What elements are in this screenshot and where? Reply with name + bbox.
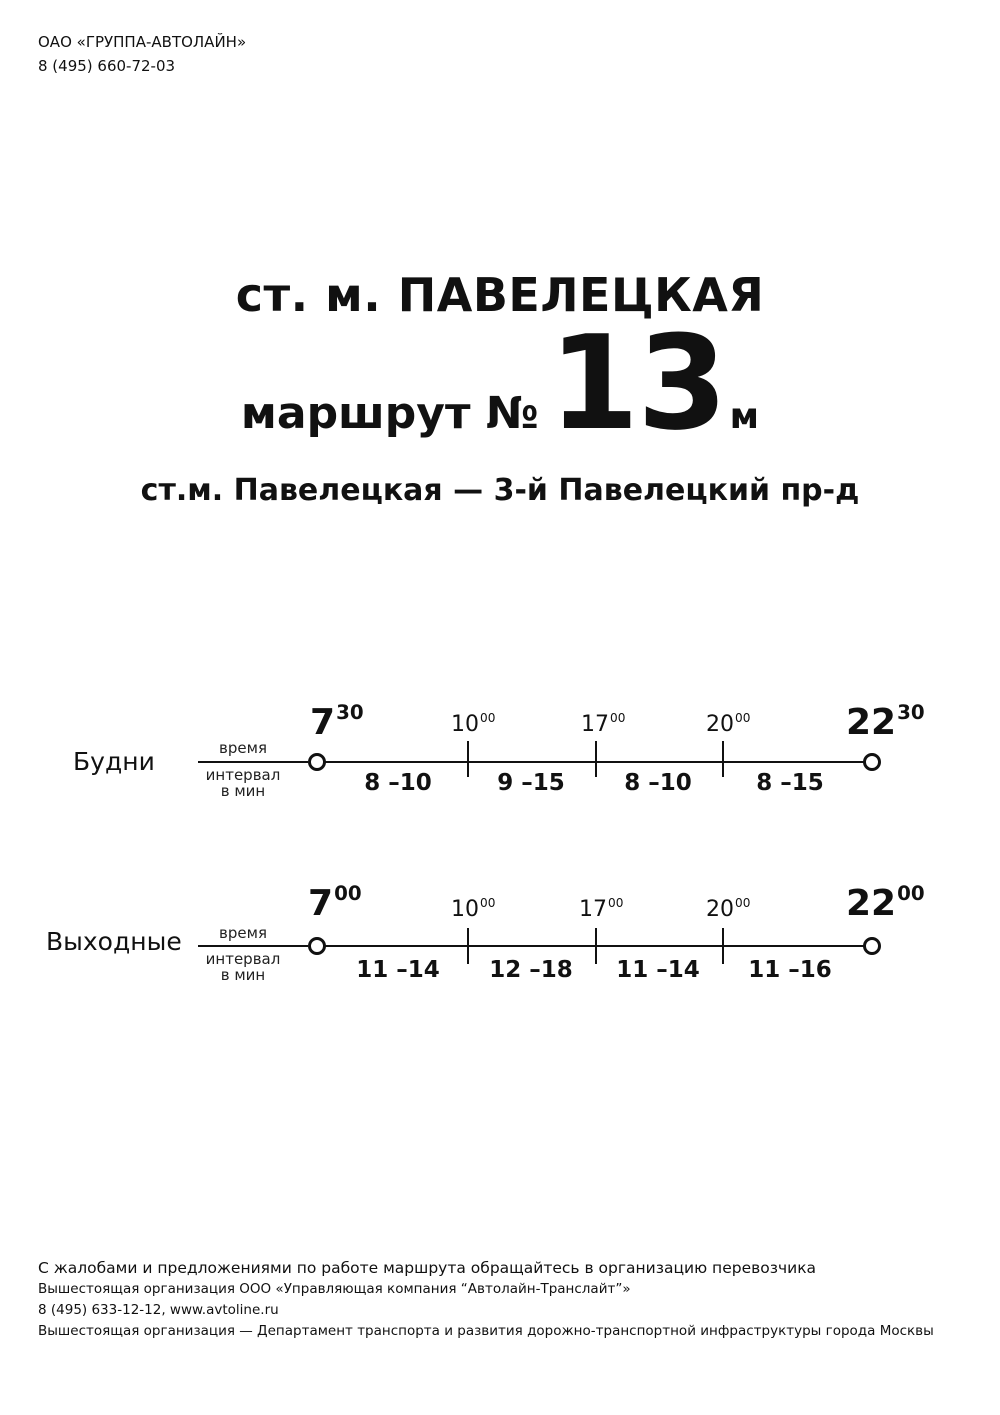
weekdays-end-circle bbox=[863, 753, 881, 771]
weekends-end-time bbox=[846, 882, 925, 924]
route-description: ст.м. Павелецкая — 3-й Павелецкий пр-д bbox=[140, 473, 860, 508]
route-heading bbox=[0, 307, 1000, 459]
weekends-interval: 11 –14 bbox=[356, 957, 440, 983]
weekdays-interval: 8 –10 bbox=[624, 770, 692, 796]
weekdays-start-time bbox=[310, 701, 364, 743]
department-note: Вышестоящая организация — Департамент транспорта и развития дорожно-транспортной инфраструктуры города Москвы bbox=[38, 1323, 934, 1339]
weekends-label: Выходные bbox=[46, 927, 182, 956]
footer bbox=[38, 1257, 934, 1342]
weekdays-mark-time bbox=[706, 710, 751, 737]
start-minutes: 00 bbox=[334, 882, 362, 906]
weekdays-interval: 8 –10 bbox=[364, 770, 432, 796]
route-number: 13 bbox=[548, 307, 726, 459]
contacts: 8 (495) 633-12-12, www.avtoline.ru bbox=[38, 1302, 279, 1318]
legend-time: время bbox=[219, 739, 267, 757]
end-minutes: 30 bbox=[897, 701, 925, 725]
company-name: ОАО «ГРУППА-АВТОЛАЙН» bbox=[38, 33, 247, 51]
weekends-interval: 11 –16 bbox=[748, 957, 832, 983]
stop-title: ст. м. ПАВЕЛЕЦКАЯ bbox=[235, 268, 765, 322]
mark-hour: 10 bbox=[451, 712, 479, 737]
legend-divider bbox=[198, 761, 308, 763]
mark-hour: 17 bbox=[579, 897, 607, 922]
legend-divider bbox=[198, 945, 308, 947]
weekends-start-time bbox=[308, 882, 362, 924]
legend-interval bbox=[198, 951, 288, 983]
legend-interval-line2: в мин bbox=[220, 966, 266, 984]
route-prefix: маршрут № bbox=[240, 388, 539, 439]
mark-minutes: 00 bbox=[480, 710, 496, 725]
legend-interval-line2: в мин bbox=[220, 782, 266, 800]
weekdays-mark-time bbox=[451, 710, 496, 737]
mark-hour: 20 bbox=[706, 712, 734, 737]
mark-minutes: 00 bbox=[735, 710, 751, 725]
mark-minutes: 00 bbox=[480, 895, 496, 910]
end-minutes: 00 bbox=[897, 882, 925, 906]
weekdays-interval: 8 –15 bbox=[756, 770, 824, 796]
parent-organization: Вышестоящая организация ООО «Управляющая компания “Автолайн-Транслайт”» bbox=[38, 1281, 631, 1297]
legend-interval-line1: интервал bbox=[205, 766, 281, 784]
weekends-interval: 11 –14 bbox=[616, 957, 700, 983]
route-suffix: м bbox=[729, 396, 760, 437]
weekends-mark-time bbox=[706, 895, 751, 922]
start-hour: 7 bbox=[308, 883, 334, 924]
end-hour: 22 bbox=[846, 883, 897, 924]
mark-hour: 20 bbox=[706, 897, 734, 922]
weekends-end-circle bbox=[863, 937, 881, 955]
mark-minutes: 00 bbox=[610, 710, 626, 725]
start-minutes: 30 bbox=[336, 701, 364, 725]
legend-interval bbox=[198, 767, 288, 799]
mark-hour: 10 bbox=[451, 897, 479, 922]
legend-time: время bbox=[219, 924, 267, 942]
weekends-start-circle bbox=[308, 937, 326, 955]
weekdays-interval: 9 –15 bbox=[497, 770, 565, 796]
company-header bbox=[38, 30, 246, 78]
mark-minutes: 00 bbox=[735, 895, 751, 910]
weekdays-mark-time bbox=[581, 710, 626, 737]
weekdays-start-circle bbox=[308, 753, 326, 771]
weekends-mark-time bbox=[451, 895, 496, 922]
weekends-mark-time bbox=[579, 895, 624, 922]
weekdays-end-time bbox=[846, 701, 925, 743]
weekends-interval: 12 –18 bbox=[489, 957, 573, 983]
end-hour: 22 bbox=[846, 702, 897, 743]
mark-hour: 17 bbox=[581, 712, 609, 737]
complaints-note: С жалобами и предложениями по работе маршрута обращайтесь в организацию перевозчика bbox=[38, 1259, 817, 1277]
mark-minutes: 00 bbox=[608, 895, 624, 910]
weekdays-label: Будни bbox=[73, 747, 155, 776]
company-phone: 8 (495) 660-72-03 bbox=[38, 57, 176, 75]
start-hour: 7 bbox=[310, 702, 336, 743]
legend-interval-line1: интервал bbox=[205, 950, 281, 968]
